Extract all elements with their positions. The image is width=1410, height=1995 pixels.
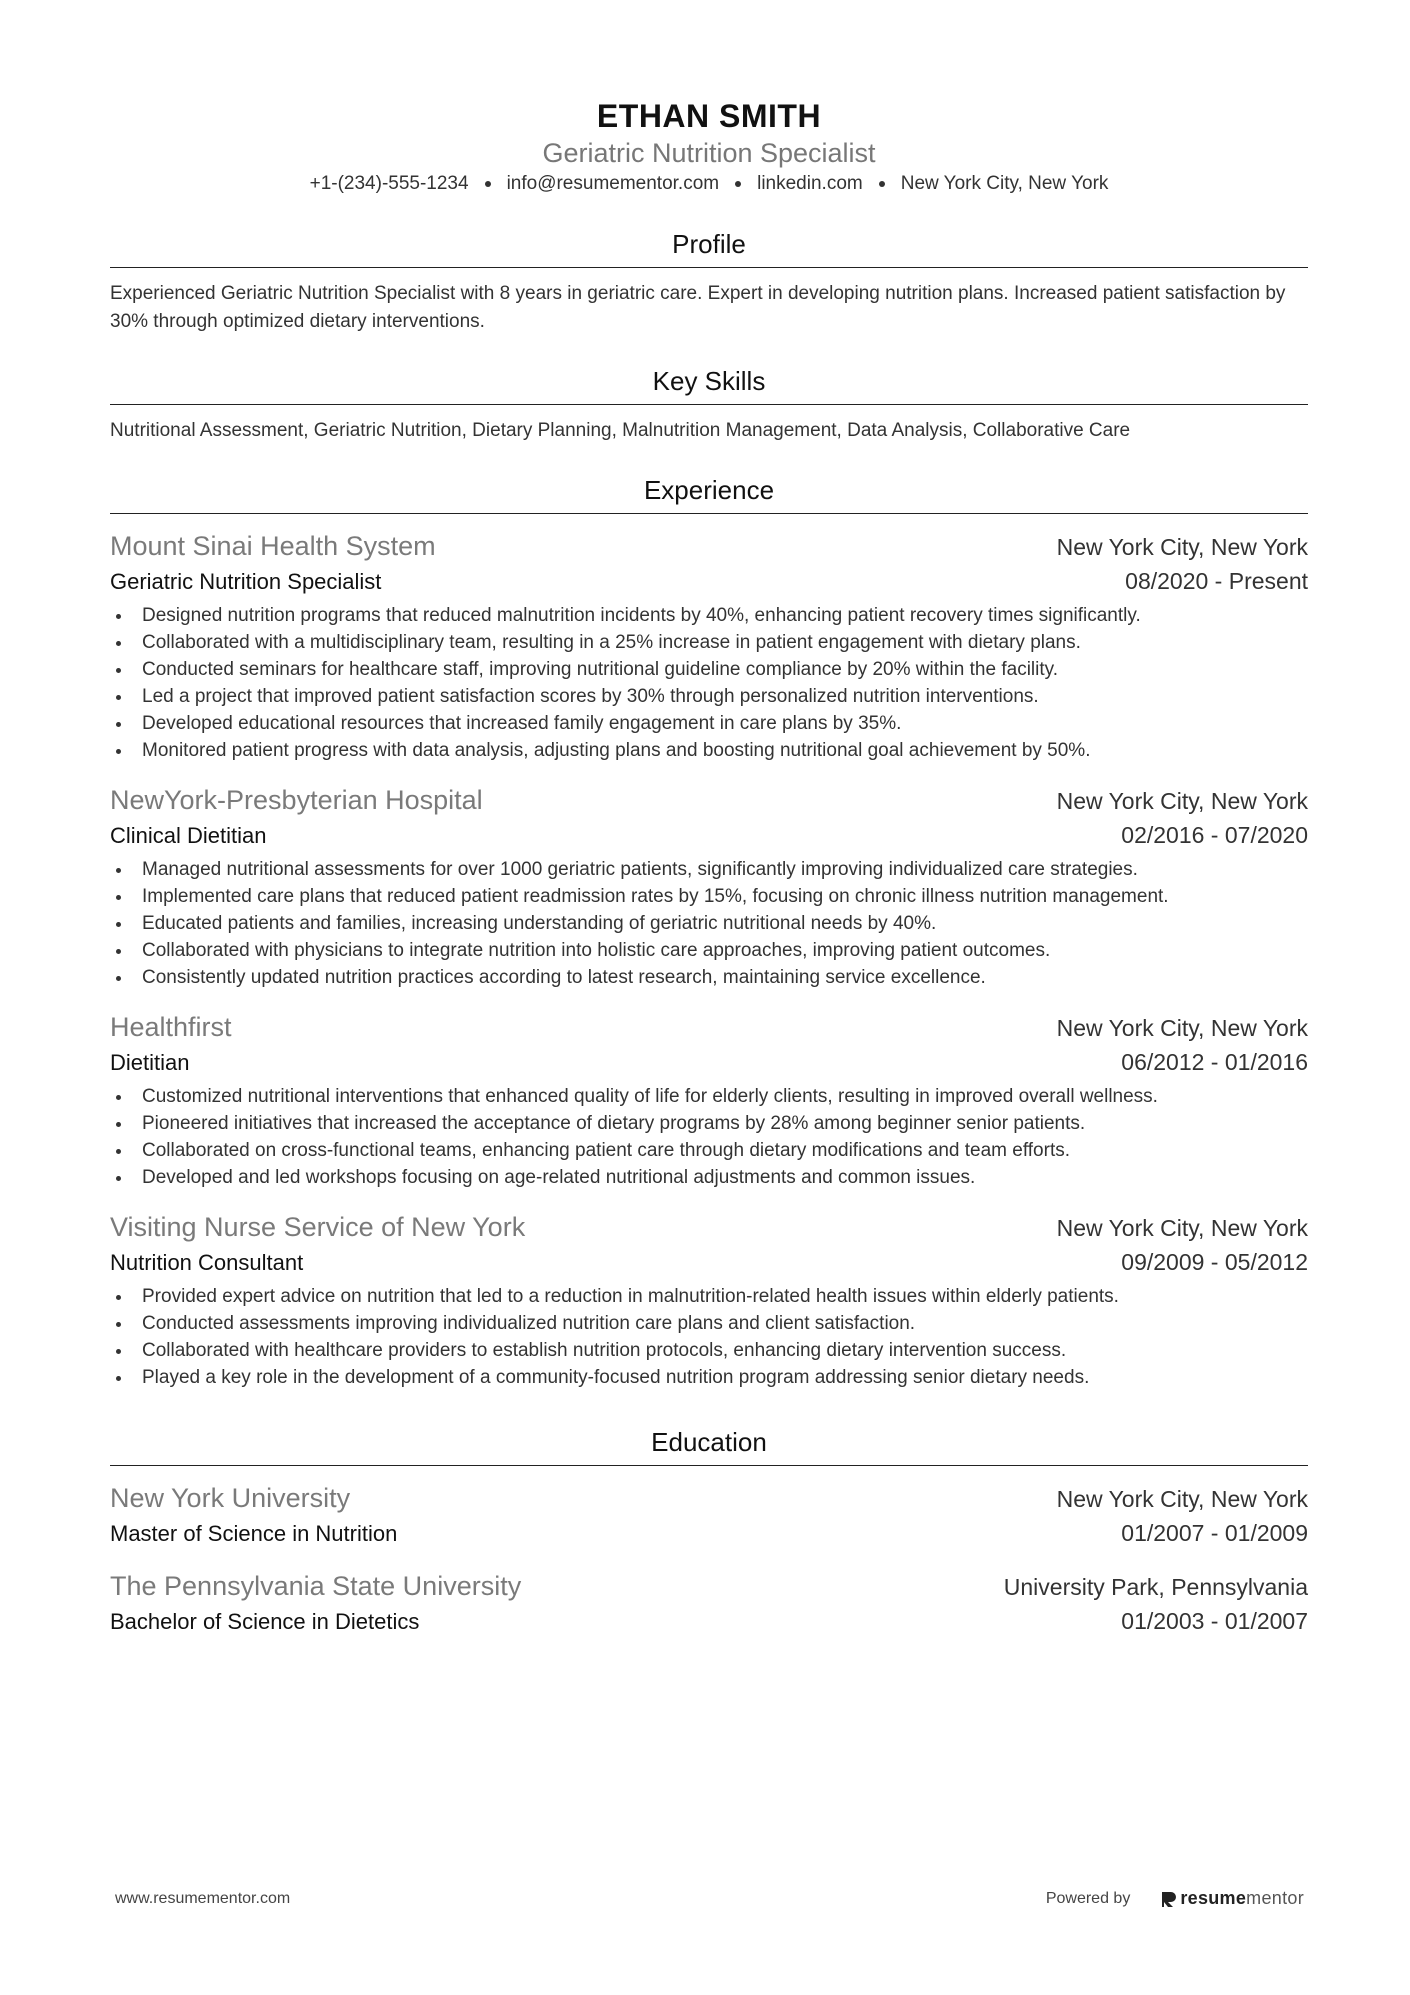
job-bullet: Managed nutritional assessments for over 1000 geriatric patients, significantly improving individualized care strategies. bbox=[110, 856, 1308, 883]
job-bullets bbox=[110, 602, 1308, 764]
entry-degree-row bbox=[110, 1517, 1308, 1550]
job-bullet: Monitored patient progress with data analysis, adjusting plans and boosting nutritional goal achievement by 50%. bbox=[110, 737, 1308, 764]
job-bullet: Customized nutritional interventions that enhanced quality of life for elderly clients, resulting in improved overall wellness. bbox=[110, 1083, 1308, 1110]
experience-entry bbox=[110, 782, 1308, 991]
education-list bbox=[110, 1480, 1308, 1638]
separator-dot-icon bbox=[485, 181, 491, 187]
education-section bbox=[110, 1425, 1308, 1638]
job-role: Dietitian bbox=[110, 1050, 190, 1075]
section-heading-skills: Key Skills bbox=[110, 364, 1308, 405]
company-name: NewYork-Presbyterian Hospital bbox=[110, 785, 483, 815]
job-bullets bbox=[110, 856, 1308, 991]
job-role: Geriatric Nutrition Specialist bbox=[110, 569, 382, 594]
contact-location: New York City, New York bbox=[900, 173, 1109, 194]
company-name: Visiting Nurse Service of New York bbox=[110, 1212, 526, 1242]
experience-entry bbox=[110, 1009, 1308, 1191]
job-bullet: Consistently updated nutrition practices according to latest research, maintaining service excellence. bbox=[110, 964, 1308, 991]
section-heading-education: Education bbox=[110, 1425, 1308, 1466]
page-footer bbox=[115, 1888, 1304, 1909]
job-bullet: Educated patients and families, increasing understanding of geriatric nutritional needs by 40%. bbox=[110, 910, 1308, 937]
brand-name-bold: resume bbox=[1180, 1888, 1247, 1908]
job-bullet: Collaborated on cross-functional teams, enhancing patient care through dietary modifications and team efforts. bbox=[110, 1137, 1308, 1164]
school-location: University Park, Pennsylvania bbox=[1003, 1574, 1308, 1600]
experience-list bbox=[110, 528, 1308, 1391]
resume-page bbox=[110, 96, 1308, 1638]
entry-degree-row bbox=[110, 1605, 1308, 1638]
job-role: Nutrition Consultant bbox=[110, 1250, 304, 1275]
skills-section bbox=[110, 364, 1308, 445]
entry-header-row bbox=[110, 1568, 1308, 1605]
company-name: Mount Sinai Health System bbox=[110, 531, 436, 561]
powered-by bbox=[1046, 1888, 1304, 1909]
profile-text: Experienced Geriatric Nutrition Specialist with 8 years in geriatric care. Expert in developing nutrition plans. Increased patient satisfaction by 30% through optimized dietary interventions. bbox=[110, 283, 1286, 332]
contact-line bbox=[110, 171, 1308, 197]
contact-phone: +1-(234)-555-1234 bbox=[309, 173, 469, 194]
degree: Bachelor of Science in Dietetics bbox=[110, 1609, 420, 1634]
education-entry bbox=[110, 1568, 1308, 1638]
entry-header-row bbox=[110, 1480, 1308, 1517]
education-dates: 01/2007 - 01/2009 bbox=[1121, 1520, 1308, 1546]
job-location: New York City, New York bbox=[1056, 788, 1308, 814]
job-dates: 08/2020 - Present bbox=[1125, 568, 1308, 594]
candidate-title: Geriatric Nutrition Specialist bbox=[542, 138, 876, 168]
job-dates: 02/2016 - 07/2020 bbox=[1121, 822, 1308, 848]
education-entry bbox=[110, 1480, 1308, 1550]
job-bullet: Led a project that improved patient satisfaction scores by 30% through personalized nutrition interventions. bbox=[110, 683, 1308, 710]
brand-logo[interactable] bbox=[1160, 1888, 1304, 1909]
skills-text: Nutritional Assessment, Geriatric Nutrition, Dietary Planning, Malnutrition Management, Data Analysis, Collaborative Care bbox=[110, 420, 1131, 441]
experience-section bbox=[110, 473, 1308, 1391]
job-location: New York City, New York bbox=[1056, 534, 1308, 560]
education-dates: 01/2003 - 01/2007 bbox=[1121, 1608, 1308, 1634]
footer-website[interactable]: www.resumementor.com bbox=[115, 1889, 291, 1907]
entry-header-row bbox=[110, 528, 1308, 565]
job-location: New York City, New York bbox=[1056, 1215, 1308, 1241]
separator-dot-icon bbox=[879, 181, 885, 187]
job-bullets bbox=[110, 1283, 1308, 1391]
job-location: New York City, New York bbox=[1056, 1015, 1308, 1041]
job-bullet: Conducted seminars for healthcare staff, improving nutritional guideline compliance by 20% within the facility. bbox=[110, 656, 1308, 683]
job-bullet: Developed educational resources that increased family engagement in care plans by 35%. bbox=[110, 710, 1308, 737]
company-name: Healthfirst bbox=[110, 1012, 232, 1042]
job-dates: 09/2009 - 05/2012 bbox=[1121, 1249, 1308, 1275]
resume-header bbox=[110, 96, 1308, 197]
school-name: New York University bbox=[110, 1483, 351, 1513]
entry-role-row bbox=[110, 1046, 1308, 1079]
profile-section bbox=[110, 227, 1308, 336]
separator-dot-icon bbox=[735, 181, 741, 187]
experience-entry bbox=[110, 1209, 1308, 1391]
candidate-name: ETHAN SMITH bbox=[596, 98, 822, 134]
entry-role-row bbox=[110, 1246, 1308, 1279]
section-heading-experience: Experience bbox=[110, 473, 1308, 514]
school-location: New York City, New York bbox=[1056, 1486, 1308, 1512]
section-heading-profile: Profile bbox=[110, 227, 1308, 268]
job-bullet: Collaborated with physicians to integrate nutrition into holistic care approaches, improving patient outcomes. bbox=[110, 937, 1308, 964]
job-bullet: Played a key role in the development of a community-focused nutrition program addressing senior dietary needs. bbox=[110, 1364, 1308, 1391]
resumementor-logo-icon bbox=[1160, 1890, 1176, 1908]
entry-role-row bbox=[110, 565, 1308, 598]
powered-by-label: Powered by bbox=[1045, 1889, 1131, 1907]
job-bullet: Collaborated with a multidisciplinary team, resulting in a 25% increase in patient engagement with dietary plans. bbox=[110, 629, 1308, 656]
job-bullet: Pioneered initiatives that increased the acceptance of dietary programs by 28% among beginner senior patients. bbox=[110, 1110, 1308, 1137]
experience-entry bbox=[110, 528, 1308, 764]
job-dates: 06/2012 - 01/2016 bbox=[1121, 1049, 1308, 1075]
entry-header-row bbox=[110, 782, 1308, 819]
job-bullets bbox=[110, 1083, 1308, 1191]
job-bullet: Implemented care plans that reduced patient readmission rates by 15%, focusing on chronic illness nutrition management. bbox=[110, 883, 1308, 910]
job-bullet: Conducted assessments improving individualized nutrition care plans and client satisfaction. bbox=[110, 1310, 1308, 1337]
contact-email[interactable]: info@resumementor.com bbox=[506, 173, 720, 194]
school-name: The Pennsylvania State University bbox=[110, 1571, 522, 1601]
job-bullet: Collaborated with healthcare providers to establish nutrition protocols, enhancing dietary intervention success. bbox=[110, 1337, 1308, 1364]
job-bullet: Developed and led workshops focusing on age-related nutritional adjustments and common issues. bbox=[110, 1164, 1308, 1191]
contact-linkedin[interactable]: linkedin.com bbox=[757, 173, 863, 194]
job-bullet: Provided expert advice on nutrition that led to a reduction in malnutrition-related health issues within elderly patients. bbox=[110, 1283, 1308, 1310]
degree: Master of Science in Nutrition bbox=[110, 1521, 398, 1546]
brand-name-light: mentor bbox=[1246, 1888, 1304, 1908]
entry-header-row bbox=[110, 1209, 1308, 1246]
job-bullet: Designed nutrition programs that reduced malnutrition incidents by 40%, enhancing patient recovery times significantly. bbox=[110, 602, 1308, 629]
job-role: Clinical Dietitian bbox=[110, 823, 267, 848]
entry-header-row bbox=[110, 1009, 1308, 1046]
entry-role-row bbox=[110, 819, 1308, 852]
